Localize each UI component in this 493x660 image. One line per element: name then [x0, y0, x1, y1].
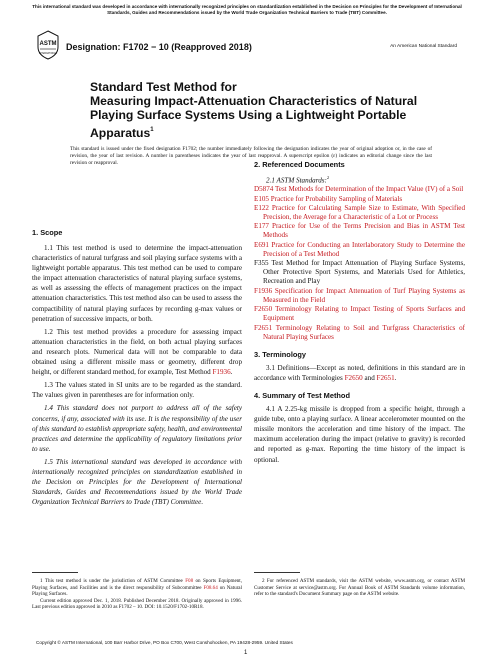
link-f08[interactable]: F08 — [185, 578, 194, 584]
reference-code-link[interactable]: F2650 — [254, 305, 273, 314]
section-heading-scope: 1. Scope — [32, 228, 63, 237]
paragraph-1-1: 1.1 This test method is used to determine the impact-attenuation characteristics of natural turfgrass and soil playing surface systems with a lightweight portable apparatus. This test method can be used to compare the impact attenuation characteristics of natural playing surface systems, as well as assessing the effects of management practices on the impact attenuation characteristics. This test method also can be used to assess the compactibility of natural playing surfaces by recording g-max values or penetration of successive impacts, or both. — [32, 244, 242, 323]
subheading-astm-standards: 2.1 ASTM Standards:$^2$ — [266, 175, 330, 185]
section-heading-summary: 4. Summary of Test Method — [254, 391, 350, 401]
title-line: Measuring Impact-Attenuation Characteristics of Natural — [90, 94, 418, 109]
reference-item: D5874 Test Methods for Determination of the Impact Value (IV) of a Soil — [254, 185, 464, 194]
footnote-1: 1 This test method is under the jurisdiction of ASTM Committee F08 on Sports Equipment, Playing Surfaces, and Facilities and is the direct responsibility of Subcommittee F08.64 on Natural Playing Surfaces. Current edition approved Dec. 1, 2018. Published December 2018. Originally approved in 1996. Last previous edition approved in 2010 as F1702 – 10. DOI: 10.1520/F1702-10R18. — [32, 578, 242, 611]
link-f2651[interactable]: F2651 — [376, 374, 395, 382]
reference-item: F2650 Terminology Relating to Impact Testing of Sports Surfaces and Equipment — [254, 305, 465, 323]
designation: Designation: F1702 − 10 (Reapproved 2018) — [66, 42, 252, 52]
paragraph-3-1: 3.1 Definitions—Except as noted, definitions in this standard are in accordance with Terminologies F2650 and F2651. — [254, 363, 465, 382]
tbt-notice: This international standard was developed in accordance with internationally recognized principles on standardization established in the Decision on Principles for the Development of International Standards, Guides and Recommendations issued by the World Trade Organization Technical Barriers to Trade (TBT) Committee. — [32, 4, 462, 15]
american-national-standard-label: An American National Standard — [390, 44, 457, 49]
reference-code-link[interactable]: D5874 — [254, 185, 274, 194]
reference-code-link[interactable]: E691 — [254, 240, 269, 249]
paragraph-4-1: 4.1 A 2.25-kg missile is dropped from a specific height, through a guide tube, onto a playing surface. A linear accelerometer mounted on the missile monitors the acceleration and time history of the impact. The maximum acceleration during the impact (relative to gravity) is recorded and reported as g-max. Reporting the time history of the impact is optional. — [254, 405, 465, 464]
title-line: Standard Test Method for — [90, 80, 237, 94]
reference-item: E122 Practice for Calculating Sample Size to Estimate, With Specified Precision, the Average for a Characteristic of a Lot or Process — [254, 203, 465, 222]
footnote-2: 2 For referenced ASTM standards, visit the ASTM website, www.astm.org, or contact ASTM Customer Service at service@astm.org. For Annual Book of ASTM Standards volume information, refer to the standard's Document Summary page on the ASTM website. — [254, 578, 465, 598]
reference-code-link[interactable]: E177 — [254, 222, 269, 231]
section-heading-referenced-documents: 2. Referenced Documents — [254, 160, 345, 169]
link-f2650[interactable]: F2650 — [344, 374, 363, 382]
link-f1936[interactable]: F1936 — [212, 368, 231, 377]
section-heading-terminology: 3. Terminology — [254, 349, 307, 359]
reference-item: F2651 Terminology Relating to Soil and Turfgrass Characteristics of Natural Playing Surfaces — [254, 323, 465, 341]
paragraph-1-4: 1.4 This standard does not purport to address all of the safety concerns, if any, associated with its use. It is the responsibility of the user of this standard to establish appropriate safety, health, and environmental practices and determine the applicability of regulatory limitations prior to use. — [32, 404, 242, 453]
issuance-note: This standard is issued under the fixed designation F1702; the number immediately following the designation indicates the year of original adoption or, in the case of revision, the year of last revision. A number in parentheses indicates the year of last reapproval. A superscript epsilon (ε) indicates an editorial change since the last revision or reapproval. — [70, 146, 432, 167]
svg-text:INTERNATIONAL: INTERNATIONAL — [38, 53, 58, 55]
document-title — [90, 80, 430, 140]
page-number: 1 — [244, 650, 248, 656]
paragraph-1-5: 1.5 This international standard was developed in accordance with internationally recognized principles on standardization established in the Decision on Principles for the Development of International Standards, Guides and Recommendations issued by the World Trade Organization Technical Barriers to Trade (TBT) Committee. — [32, 457, 242, 507]
title-line: Playing Surface Systems Using a Lightweight Portable — [90, 108, 407, 123]
footnote-rule-right — [254, 572, 300, 573]
reference-list — [254, 185, 465, 341]
reference-item: E691 Practice for Conducting an Interlaboratory Study to Determine the Precision of a Test Method — [254, 240, 465, 258]
reference-code-link[interactable]: E105 — [254, 194, 269, 203]
astm-logo — [36, 30, 60, 60]
paragraph-1-3: 1.3 The values stated in SI units are to be regarded as the standard. The values given in parentheses are for information only. — [32, 381, 242, 400]
paragraph-1-2: 1.2 This test method provides a procedure for assessing impact attenuation characteristics in the field, on both actual playing surfaces and research plots. Numerical data will not be comparable to data obtained using a different missile mass or geometry, different drop height, or different standard method, for example, Test Method F1936. — [32, 327, 242, 377]
footnote-rule-left — [32, 572, 78, 573]
copyright-footer: Copyright © ASTM International, 100 Barr Harbor Drive, PO Box C700, West Conshohocken, PA 19428-2959. United States — [36, 640, 293, 645]
reference-code-link[interactable]: E122 — [254, 203, 269, 212]
reference-item: F355 Test Method for Impact Attenuation of Playing Surface Systems, Other Protective Sport Systems, and Materials Used for Athletics, Recreation and Play — [254, 259, 465, 286]
reference-item: E177 Practice for Use of the Terms Precision and Bias in ASTM Test Methods — [254, 222, 465, 240]
reference-code: F355 — [254, 259, 269, 268]
reference-item: E105 Practice for Probability Sampling of Materials — [254, 194, 403, 203]
title-footnote-mark: 1 — [150, 126, 154, 133]
reference-code-link[interactable]: F1936 — [254, 286, 273, 295]
reference-item: F1936 Specification for Impact Attenuation of Turf Playing Systems as Measured in the Field — [254, 286, 465, 304]
link-f08-64[interactable]: F08.64 — [203, 584, 218, 591]
svg-text:ASTM: ASTM — [39, 41, 57, 47]
left-column — [32, 228, 242, 507]
right-column — [254, 160, 465, 465]
title-line: Apparatus$^1$ — [90, 125, 154, 140]
reference-code-link[interactable]: F2651 — [254, 323, 273, 332]
